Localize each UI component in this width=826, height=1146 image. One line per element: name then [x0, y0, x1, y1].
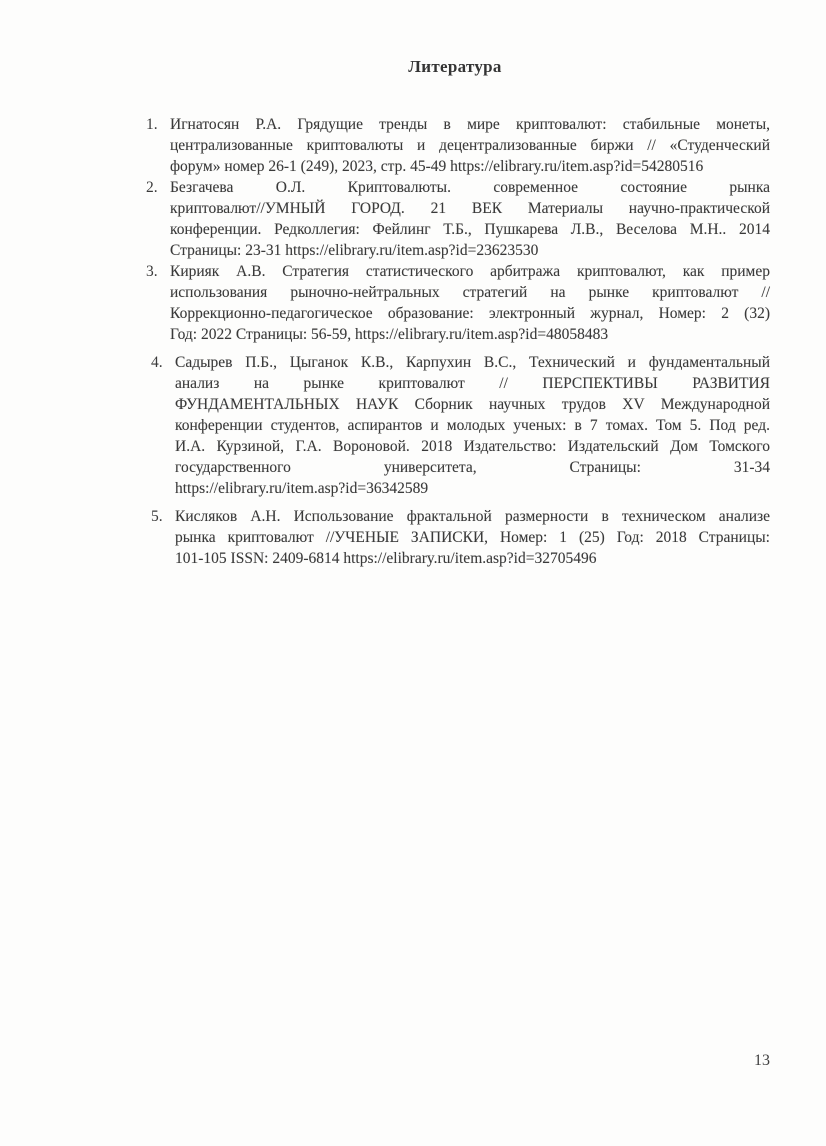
reference-line: Страницы: 23-31 https://elibrary.ru/item.asp?id=23623530 — [170, 242, 539, 259]
reference-item-5 — [146, 506, 770, 569]
reference-line: Год: 2022 Страницы: 56-59, https://elibrary.ru/item.asp?id=48058483 — [170, 326, 609, 343]
reference-number: 5. — [151, 508, 163, 525]
page-title: Литература — [408, 57, 502, 76]
page-number: 13 — [754, 1052, 770, 1069]
reference-line: https://elibrary.ru/item.asp?id=36342589 — [175, 480, 429, 497]
reference-line: Безгачева О.Л. Криптовалюты. современное состояние рынка — [170, 179, 770, 196]
reference-item-1 — [146, 114, 770, 177]
reference-line: конференции студентов, аспирантов и молодых ученых: в 7 томах. Том 5. Под ред. — [175, 417, 770, 434]
reference-number: 1. — [146, 116, 158, 133]
reference-line: 101-105 ISSN: 2409-6814 https://elibrary.ru/item.asp?id=32705496 — [175, 550, 597, 567]
reference-line: централизованные криптовалюты и децентрализованные биржи // «Студенческий — [170, 137, 770, 154]
reference-line: конференции. Редколлегия: Фейлинг Т.Б., Пушкарева Л.В., Веселова М.Н.. 2014 — [170, 221, 770, 238]
reference-item-2 — [146, 177, 770, 261]
reference-item-3 — [146, 261, 770, 345]
reference-number: 3. — [146, 263, 158, 280]
reference-line: И.А. Курзиной, Г.А. Вороновой. 2018 Издательство: Издательский Дом Томского — [175, 438, 770, 455]
reference-line: анализ на рынке криптовалют // ПЕРСПЕКТИВЫ РАЗВИТИЯ — [175, 375, 770, 392]
reference-line: Садырев П.Б., Цыганок К.В., Карпухин В.С., Технический и фундаментальный — [175, 354, 770, 371]
reference-text — [170, 177, 770, 261]
reference-line: форум» номер 26-1 (249), 2023, стр. 45-49 https://elibrary.ru/item.asp?id=54280516 — [170, 158, 704, 175]
reference-line: Кисляков А.Н. Использование фрактальной размерности в техническом анализе — [175, 508, 770, 525]
reference-line: Игнатосян Р.А. Грядущие тренды в мире криптовалют: стабильные монеты, — [170, 116, 770, 133]
reference-number: 2. — [146, 179, 158, 196]
reference-text — [175, 506, 770, 569]
reference-line: рынка криптовалют //УЧЕНЫЕ ЗАПИСКИ, Номер: 1 (25) Год: 2018 Страницы: — [175, 529, 770, 546]
reference-number: 4. — [151, 354, 163, 371]
reference-text — [175, 352, 770, 499]
reference-line: Кирияк А.В. Стратегия статистического арбитража криптовалют, как пример — [170, 263, 770, 280]
reference-line: криптовалют//УМНЫЙ ГОРОД. 21 ВЕК Материалы научно-практической — [170, 200, 770, 217]
reference-text — [170, 261, 770, 345]
reference-text — [170, 114, 770, 177]
reference-line: государственного университета, Страницы: 31-34 — [175, 459, 770, 476]
reference-line: ФУНДАМЕНТАЛЬНЫХ НАУК Сборник научных трудов XV Международной — [175, 396, 770, 413]
reference-line: использования рыночно-нейтральных стратегий на рынке криптовалют // — [170, 284, 770, 301]
reference-line: Коррекционно-педагогическое образование: электронный журнал, Номер: 2 (32) — [170, 305, 770, 322]
references-list — [146, 114, 770, 569]
reference-item-4 — [146, 352, 770, 499]
